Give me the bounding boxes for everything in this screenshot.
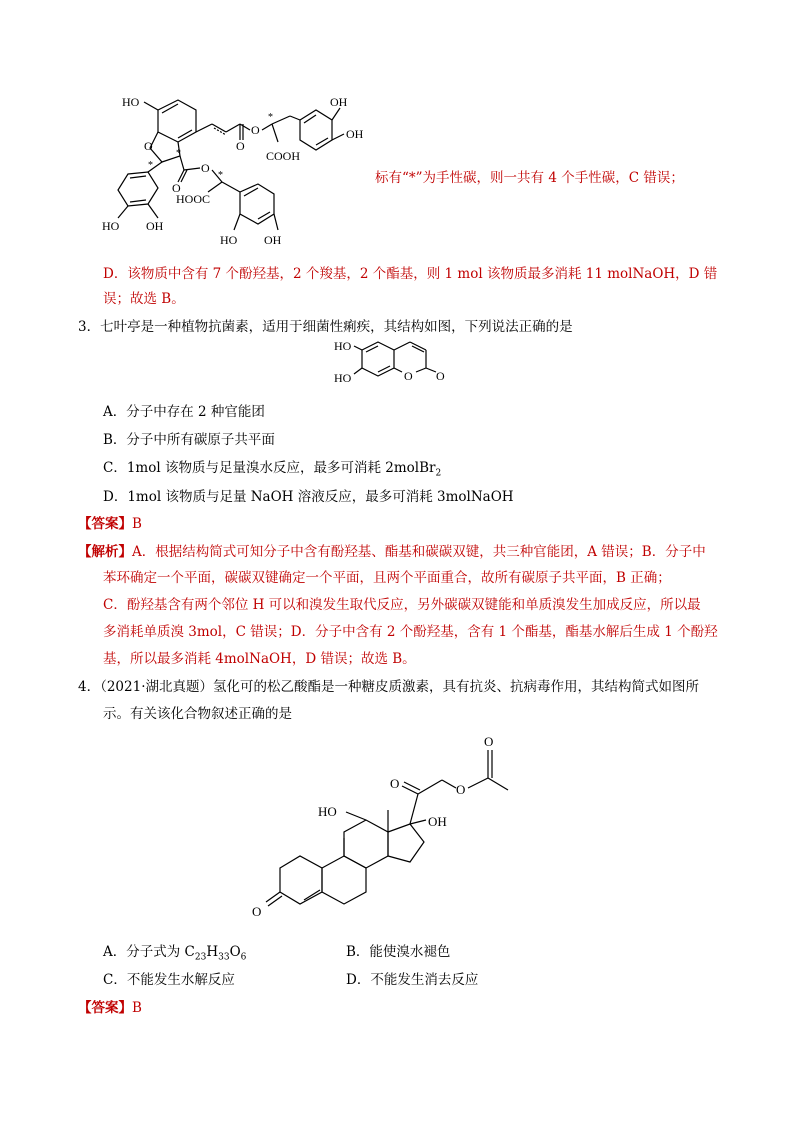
q3-analysis-line3: C．酚羟基含有两个邻位 H 可以和溴发生取代反应，另外碳碳双键能和单质溴发生加成反应，所以最 (103, 597, 701, 613)
q3-answer (78, 512, 142, 532)
mol-label: O (456, 782, 466, 797)
mol-label: O (172, 181, 181, 195)
salvianolic-structure (100, 92, 390, 257)
q3-analysis-line2: 苯环确定一个平面，碳碳双键确定一个平面，且两个平面重合，故所有碳原子共平面，B 正确； (103, 570, 671, 586)
mol-label: O (484, 734, 494, 749)
q4-option-a-o: O (229, 944, 241, 960)
q4-option-a-sub1: 23 (194, 952, 207, 963)
mol-label: O (201, 161, 210, 175)
mol-label: O (252, 904, 262, 919)
mol-label: OH (146, 219, 164, 233)
answer-tag: 【答案】 (78, 1000, 132, 1016)
mol-label: OH (330, 95, 348, 109)
mol-label: OH (264, 233, 282, 247)
q3-option-b: B．分子中所有碳原子共平面 (103, 432, 275, 448)
q4-option-a (103, 940, 246, 963)
q4-option-d: D．不能发生消去反应 (346, 972, 479, 988)
q3-option-c (103, 456, 441, 479)
mol-label: HO (334, 371, 352, 385)
q3-analysis-line1 (78, 540, 706, 560)
q3-stem: 3．七叶亭是一种植物抗菌素，适用于细菌性痢疾，其结构如图，下列说法正确的是 (78, 319, 573, 335)
chiral-star: * (176, 148, 181, 159)
chiral-star: * (268, 112, 273, 123)
q3-option-a: A．分子中存在 2 种官能团 (103, 404, 265, 420)
answer-value: B (132, 1000, 142, 1016)
mol-label: O (390, 776, 400, 791)
q3-analysis-line4: 多消耗单质溴 3mol，C 错误；D．分子中含有 2 个酚羟基，含有 1 个酯基，酯基水解后生成 1 个酚羟 (103, 624, 718, 640)
mol-label: HO (220, 233, 238, 247)
mol-label: OH (428, 814, 447, 829)
s1-option-d-line2: 误；故选 B。 (103, 291, 185, 307)
q3-option-c-text: C．1mol 该物质与足量溴水反应，最多可消耗 2molBr (103, 460, 436, 476)
q3-option-c-sub: 2 (435, 468, 442, 479)
mol-label: O (144, 139, 153, 153)
chiral-star: * (218, 170, 223, 181)
answer-value: B (132, 516, 142, 532)
mol-label: HO (318, 804, 337, 819)
mol-label: O (251, 123, 260, 137)
analysis-text: A．根据结构简式可知分子中含有酚羟基、酯基和碳碳双键，共三种官能团，A 错误；B．分子中 (132, 544, 706, 560)
q4-option-a-text: A．分子式为 C (103, 944, 195, 960)
mol-label: HOOC (176, 192, 211, 206)
mol-label: HO (334, 339, 352, 353)
q4-option-a-h: H (206, 944, 219, 960)
q4-answer (78, 996, 142, 1016)
q4-option-a-sub3: 6 (240, 952, 247, 963)
analysis-tag: 【解析】 (78, 544, 132, 560)
q4-option-a-sub2: 33 (218, 952, 230, 963)
q4-stem-line1: 4．（2021·湖北真题）氢化可的松乙酸酯是一种糖皮质激素，具有抗炎、抗病毒作用，其结构简式如图所 (78, 679, 699, 695)
mol-label: COOH (266, 149, 301, 163)
q3-option-d: D．1mol 该物质与足量 NaOH 溶液反应，最多可消耗 3molNaOH (103, 489, 514, 505)
q3-analysis-line5: 基，所以最多消耗 4molNaOH，D 错误；故选 B。 (103, 651, 416, 667)
chiral-note: 标有“*”为手性碳，则一共有 4 个手性碳，C 错误； (375, 170, 684, 186)
mol-label: O (404, 369, 413, 383)
answer-tag: 【答案】 (78, 516, 132, 532)
q4-option-b: B．能使溴水褪色 (346, 944, 451, 960)
mol-label: HO (122, 95, 140, 109)
q4-stem-line2: 示。有关该化合物叙述正确的是 (103, 706, 292, 722)
mol-label: O (436, 369, 445, 383)
q4-option-c: C．不能发生水解反应 (103, 972, 235, 988)
s1-option-d-line1: D．该物质中含有 7 个酚羟基，2 个羧基，2 个酯基，则 1 mol 该物质最多消耗 11 molNaOH，D 错 (103, 266, 718, 282)
mol-label: O (236, 139, 245, 153)
esculetin-structure (332, 336, 462, 392)
hydrocortisone-acetate-structure (242, 728, 562, 928)
mol-label: OH (346, 127, 364, 141)
chiral-star: * (148, 160, 153, 171)
mol-label: HO (102, 219, 120, 233)
